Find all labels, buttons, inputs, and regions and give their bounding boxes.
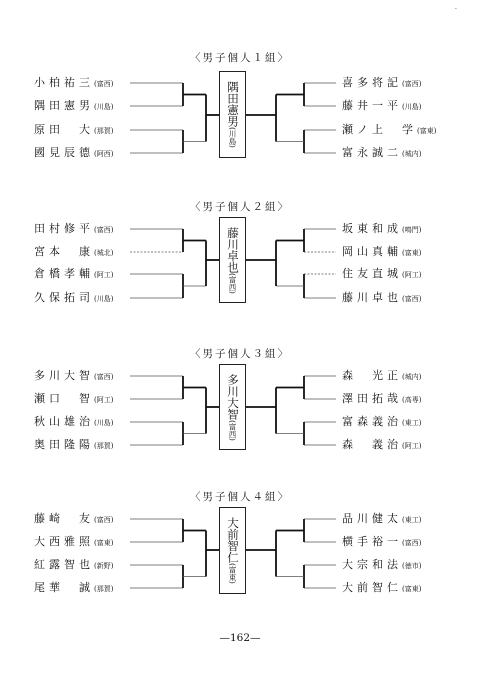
left-player: 國見辰德(阿西): [34, 146, 114, 159]
left-player: 多川大智(富西): [34, 369, 114, 382]
right-player: 藤井一平(川島): [342, 99, 422, 112]
left-player: 藤崎 友(富西): [34, 512, 114, 525]
left-player: 久保拓司(川島): [34, 291, 114, 304]
left-player: 宮本 康(城北): [34, 245, 114, 258]
right-player: 藤川卓也(富西): [342, 291, 422, 304]
scan-mark: ·: [455, 6, 457, 13]
right-player: 坂東和成(鳴門): [342, 222, 422, 235]
left-player: 倉橋孝輔(阿工): [34, 267, 114, 280]
left-player: 奥田隆陽(那賀): [34, 438, 114, 451]
page-number: —162—: [219, 632, 261, 644]
group-winner-box: 多川大智 (富西): [219, 364, 246, 450]
left-player: 紅露智也(新野): [34, 558, 114, 571]
group-title: 〈男子個人３組〉: [190, 348, 290, 360]
left-player: 原田 大(那賀): [34, 123, 114, 136]
right-player: 森 義治(阿工): [342, 438, 422, 451]
left-player: 小柏祐三(富西): [34, 76, 114, 89]
right-player: 横手裕一(富西): [342, 535, 422, 548]
left-player: 秋山雄治(川島): [34, 415, 114, 428]
right-player: 品川健太(東工): [342, 512, 422, 525]
group-title: 〈男子個人４組〉: [190, 491, 290, 503]
group-title: 〈男子個人２組〉: [190, 201, 290, 213]
right-player: 森 光正(城内): [342, 369, 422, 382]
left-player: 隅田憲男(川島): [34, 99, 114, 112]
right-player: 大前智仁(富東): [342, 581, 422, 594]
right-player: 富永誠二(城内): [342, 146, 422, 159]
right-player: 澤田拓哉(高専): [342, 392, 422, 405]
right-player: 富森義治(東工): [342, 415, 422, 428]
right-player: 大宗和法(徳市): [342, 558, 422, 571]
right-player: 喜多将記(富西): [342, 76, 422, 89]
left-player: 瀬口 智(阿工): [34, 392, 114, 405]
group-winner-box: 大前智仁 (富東): [219, 507, 246, 594]
left-player: 大西雅照(富東): [34, 535, 114, 548]
group-title: 〈男子個人１組〉: [190, 52, 290, 64]
group-winner-box: 隅田憲男 (川島): [219, 71, 246, 158]
left-player: 田村修平(富西): [34, 222, 114, 235]
group-winner-box: 藤川卓也 (富西): [219, 217, 246, 303]
right-player: 瀬ノ上 学(富東): [342, 123, 437, 136]
right-player: 岡山真輔(富東): [342, 245, 422, 258]
right-player: 住友直城(阿工): [342, 267, 422, 280]
left-player: 尾華 誠(那賀): [34, 581, 114, 594]
